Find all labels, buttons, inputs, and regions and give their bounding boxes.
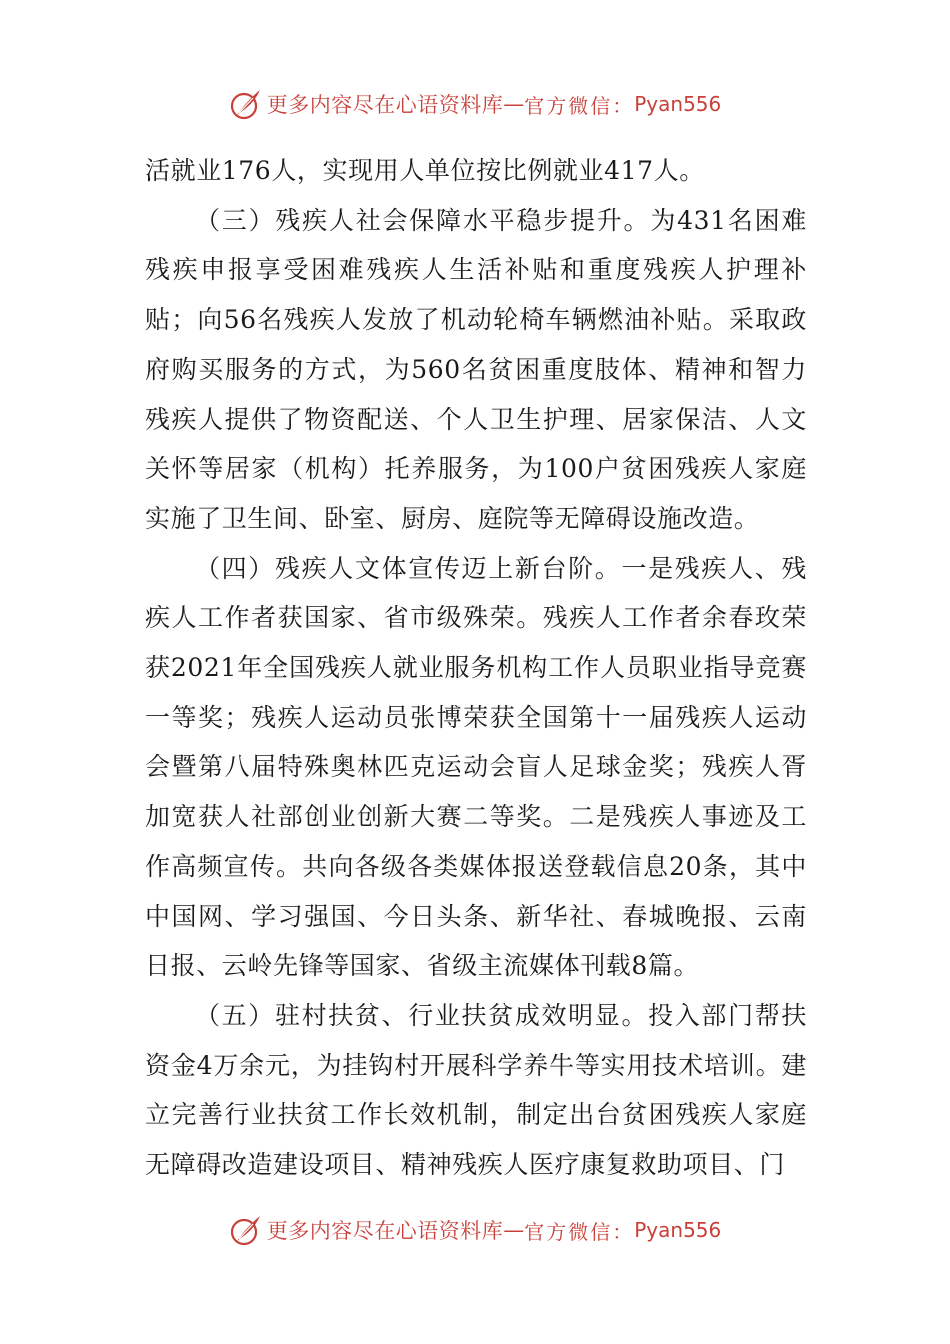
banner-dash: —	[503, 92, 525, 116]
banner-dash: —	[503, 1218, 525, 1242]
paragraph-culture-sports: （四）残疾人文体宣传迈上新台阶。一是残疾人、残疾人工作者获国家、省市级殊荣。残疾人工作者余春玫荣获2021年全国残疾人就业服务机构工作人员职业指导竞赛一等奖；残疾人运动员张博荣获全国第十一届残疾人运动会暨第八届特殊奥林匹克运动会盲人足球金奖；残疾人胥加宽获人社部创业创新大赛二等奖。二是残疾人事迹及工作高频宣传。共向各级各类媒体报送登载信息20条，其中中国网、学习强国、今日头条、新华社、春城晚报、云南日报、云岭先锋等国家、省级主流媒体刊载8篇。	[145, 553, 807, 981]
header-watermark-banner	[0, 84, 950, 124]
site-name-text: 更多内容尽在心语资料库	[266, 93, 504, 117]
footer-watermark-banner	[0, 1210, 950, 1250]
wechat-id: Pyan556	[634, 92, 722, 116]
paragraph-continuation: 活就业176人，实现用人单位按比例就业417人。	[145, 156, 705, 185]
quill-logo-icon	[229, 87, 263, 121]
site-name-text: 更多内容尽在心语资料库	[266, 1219, 504, 1243]
document-body	[145, 146, 807, 1190]
wechat-label: 官方微信：	[524, 93, 635, 118]
paragraph-poverty-alleviation: （五）驻村扶贫、行业扶贫成效明显。投入部门帮扶资金4万余元，为挂钩村开展科学养牛等实用技术培训。建立完善行业扶贫工作长效机制，制定出台贫困残疾人家庭无障碍改造建设项目、精神残疾人医疗康复救助项目、门	[145, 1000, 807, 1180]
wechat-label: 官方微信：	[524, 1219, 635, 1244]
wechat-id: Pyan556	[634, 1218, 722, 1242]
quill-logo-icon	[229, 1213, 263, 1247]
paragraph-social-security: （三）残疾人社会保障水平稳步提升。为431名困难残疾申报享受困难残疾人生活补贴和重度残疾人护理补贴；向56名残疾人发放了机动轮椅车辆燃油补贴。采取政府购买服务的方式，为560名贫困重度肢体、精神和智力残疾人提供了物资配送、个人卫生护理、居家保洁、人文关怀等居家（机构）托养服务，为100户贫困残疾人家庭实施了卫生间、卧室、厨房、庭院等无障碍设施改造。	[145, 205, 807, 533]
